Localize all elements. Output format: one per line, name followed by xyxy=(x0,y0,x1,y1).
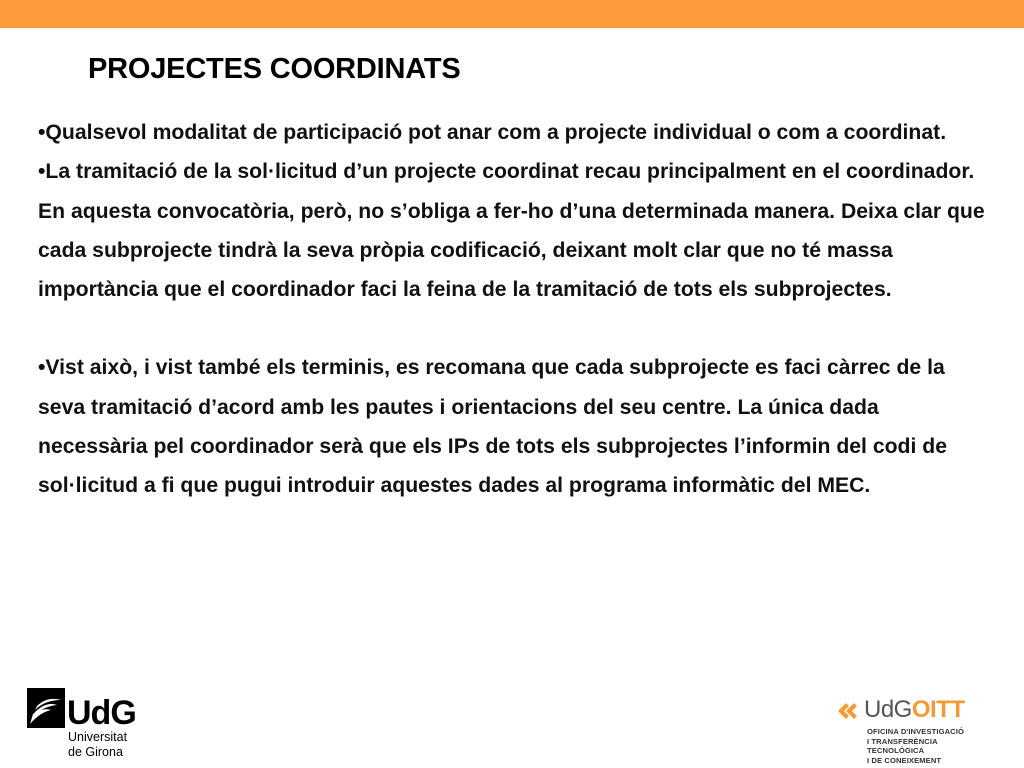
oitt-logo-name-prefix: UdG xyxy=(864,696,912,723)
oitt-logo-name-suffix: OITT xyxy=(911,696,965,723)
bullet-paragraph-2: •La tramitació de la sol·licitud d’un projecte coordinat recau principalment en el coordinador. En aquesta convocatòria, però, no s’obliga a fer-ho d’una determinada manera. Deixa clar que cada subprojecte tindrà la seva pròpia codificació, deixant molt clar que no té massa importància que el coordinador faci la feina de la tramitació de tots els subprojectes. xyxy=(38,160,985,302)
oitt-logo-name xyxy=(864,696,965,724)
bullet-paragraph-1: •Qualsevol modalitat de participació pot anar com a projecte individual o com a coordinat. xyxy=(38,121,947,144)
oitt-logo-subtitle: OFICINA D'INVESTIGACIÓ I TRANSFERÈNCIA TECNOLÒGICA I DE CONEIXEMENT xyxy=(867,727,964,765)
udg-logo xyxy=(27,688,147,762)
slide-body xyxy=(38,113,993,506)
udgoitt-logo xyxy=(834,696,996,765)
udg-emblem-icon xyxy=(27,688,65,728)
paragraph-spacer xyxy=(38,309,993,348)
slide-title: PROJECTES COORDINATS xyxy=(88,53,461,85)
top-accent-bar xyxy=(0,0,1024,28)
udg-logo-name: UdG xyxy=(67,694,136,732)
oitt-chevron-icon xyxy=(834,696,864,726)
udg-logo-subtitle: Universitat de Girona xyxy=(68,730,128,759)
bullet-paragraph-3: •Vist això, i vist també els terminis, es recomana que cada subprojecte es faci càrrec de la seva tramitació d’acord amb les pautes i orientacions del seu centre. La única dada necessària pel coordinador serà que els IPs de tots els subprojectes l’informin del codi de sol·licitud a fi que pugui introduir aquestes dades al programa informàtic del MEC. xyxy=(38,356,947,498)
